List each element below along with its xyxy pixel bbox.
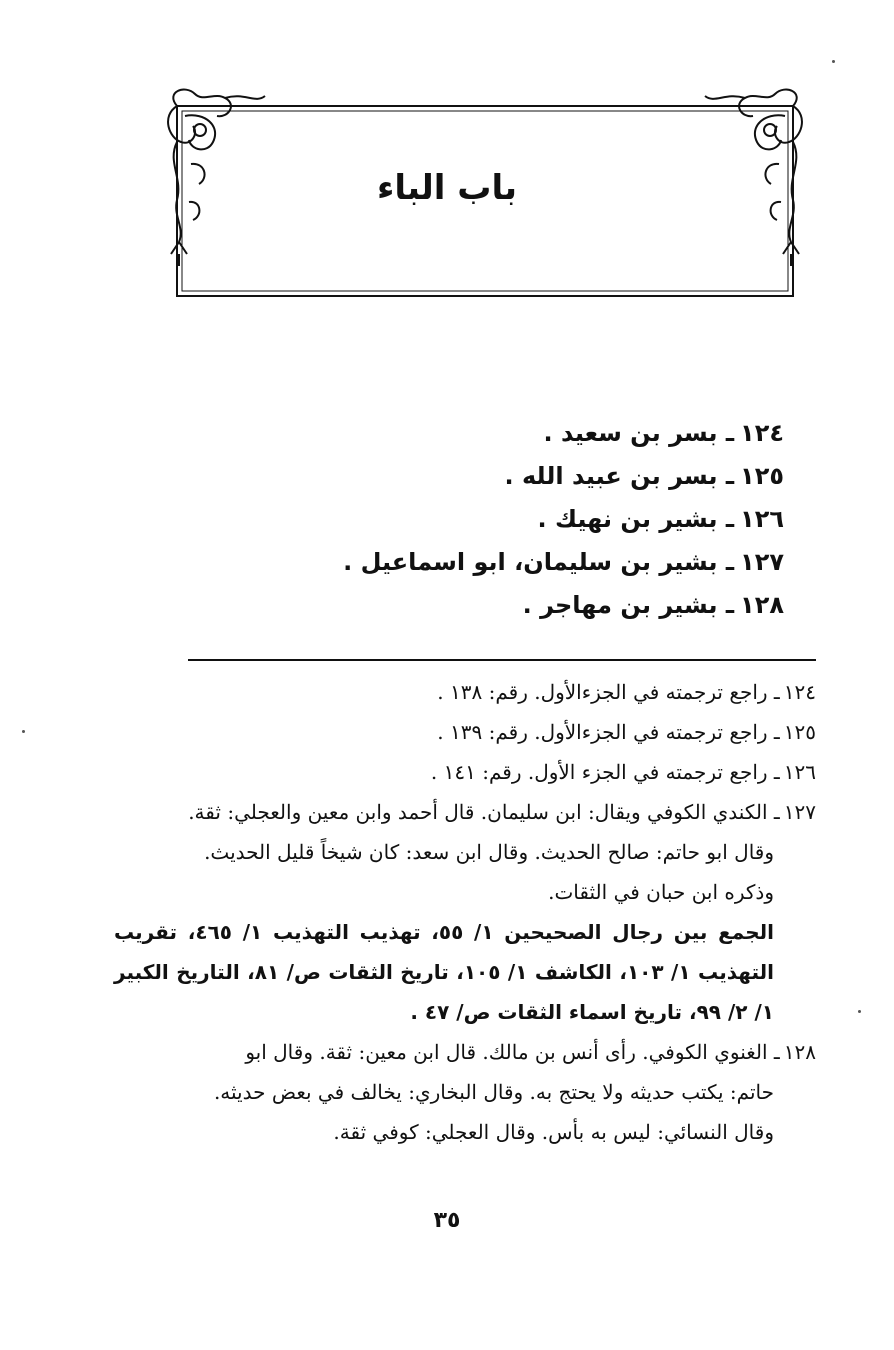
footnote-references: الجمع بين رجال الصحيحين ١/ ٥٥، تهذيب التهذيب ١/ ٤٦٥، تقريب التهذيب ١/ ١٠٣، الكاشف ١/ ١٠٥، تاريخ الثقات ص/ ٨١، التاريخ الكبير ١/ ٢/ ٩٩، تاريخ اسماء الثقات ص/ ٤٧ . bbox=[114, 920, 774, 1024]
footnote-text: وقال النسائي: ليس به بأس. وقال العجلي: كوفي ثقة. bbox=[333, 1120, 774, 1144]
footnote-divider bbox=[188, 659, 816, 661]
footnote-126 bbox=[114, 752, 816, 792]
entry-text: ـ بسر بن سعيد . bbox=[543, 419, 735, 447]
entry-text: ـ بشير بن مهاجر . bbox=[522, 591, 735, 619]
footnote-text: ـ الكندي الكوفي ويقال: ابن سليمان. قال أحمد وابن معين والعجلي: ثقة. bbox=[188, 800, 780, 824]
footnote-text: ـ راجع ترجمته في الجزء الأول. رقم: ١٤١ . bbox=[430, 760, 780, 784]
footnote-number: ١٢٤ bbox=[783, 680, 816, 704]
scan-speck bbox=[22, 730, 25, 733]
entry-number: ١٢٦ bbox=[740, 505, 784, 533]
footnote-text: ـ راجع ترجمته في الجزءالأول. رقم: ١٣٩ . bbox=[437, 720, 780, 744]
footnote-number: ١٢٧ bbox=[783, 800, 816, 824]
footnote-text: ـ راجع ترجمته في الجزءالأول. رقم: ١٣٨ . bbox=[437, 680, 780, 704]
footnote-text: وقال ابو حاتم: صالح الحديث. وقال ابن سعد: كان شيخاً قليل الحديث. bbox=[204, 840, 774, 864]
list-item bbox=[184, 541, 784, 584]
footnotes bbox=[114, 672, 816, 1152]
entry-number: ١٢٤ bbox=[740, 419, 784, 447]
entry-text: ـ بشير بن سليمان، ابو اسماعيل . bbox=[343, 548, 735, 576]
entry-text: ـ بشير بن نهيك . bbox=[537, 505, 735, 533]
footnote-128 bbox=[114, 1032, 816, 1072]
page-number: ٣٥ bbox=[433, 1208, 461, 1233]
footnote-text: ـ الغنوي الكوفي. رأى أنس بن مالك. قال ابن معين: ثقة. وقال ابو bbox=[245, 1040, 780, 1064]
list-item bbox=[184, 498, 784, 541]
list-item bbox=[184, 412, 784, 455]
footnote-number: ١٢٥ bbox=[783, 720, 816, 744]
footnote-number: ١٢٦ bbox=[783, 760, 816, 784]
footnote-127 bbox=[114, 792, 816, 832]
scan-speck bbox=[858, 1010, 861, 1013]
entry-number: ١٢٧ bbox=[740, 548, 784, 576]
entry-number: ١٢٨ bbox=[740, 591, 784, 619]
footnote-text: حاتم: يكتب حديثه ولا يحتج به. وقال البخاري: يخالف في بعض حديثه. bbox=[213, 1080, 774, 1104]
footnote-125 bbox=[114, 712, 816, 752]
footnote-124 bbox=[114, 672, 816, 712]
footnote-text: وذكره ابن حبان في الثقات. bbox=[548, 880, 774, 904]
entry-list bbox=[184, 412, 784, 627]
footnote-number: ١٢٨ bbox=[783, 1040, 816, 1064]
chapter-title: باب الباء bbox=[377, 168, 517, 208]
list-item bbox=[184, 584, 784, 627]
entry-number: ١٢٥ bbox=[740, 462, 784, 490]
list-item bbox=[184, 455, 784, 498]
scan-speck bbox=[832, 60, 835, 63]
entry-text: ـ بسر بن عبيد الله . bbox=[504, 462, 735, 490]
